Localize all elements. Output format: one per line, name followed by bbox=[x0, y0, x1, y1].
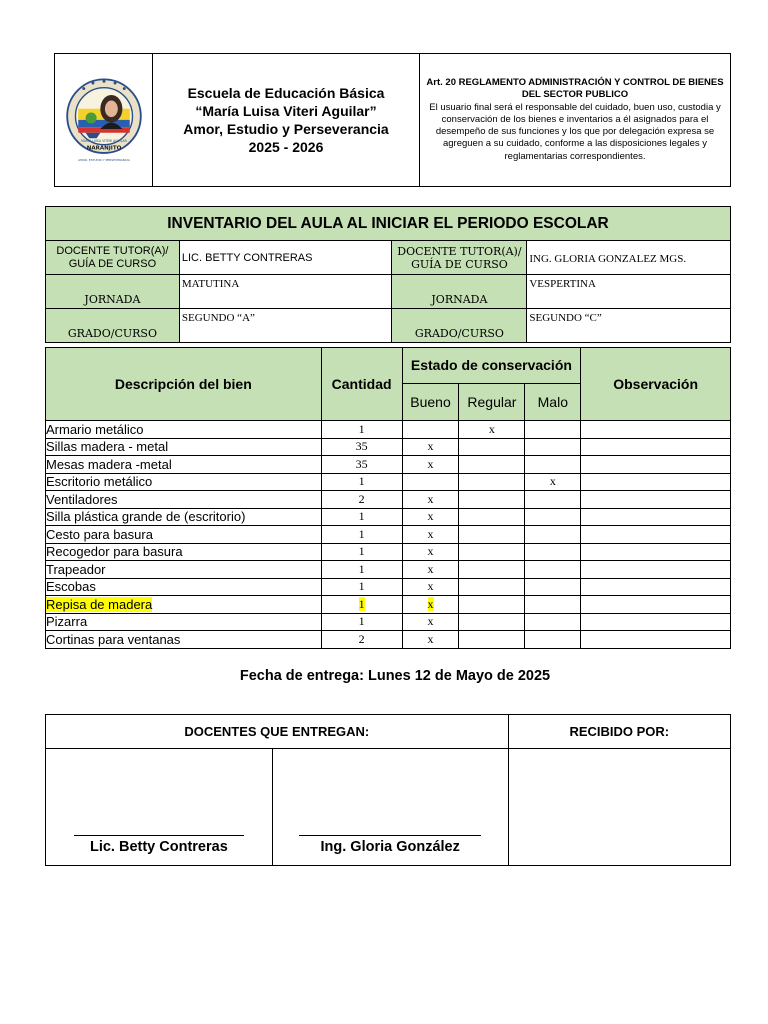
col-header-bueno: Bueno bbox=[402, 384, 459, 421]
item-bueno-mark-text: x bbox=[427, 631, 434, 646]
item-bueno-mark-text: x bbox=[427, 456, 434, 471]
table-row bbox=[46, 543, 731, 561]
docentes-entregan-label: DOCENTES QUE ENTREGAN: bbox=[46, 715, 509, 749]
item-observacion bbox=[581, 596, 731, 614]
signature-cell-recibido bbox=[508, 749, 730, 866]
item-bueno-mark bbox=[402, 631, 459, 649]
item-quantity bbox=[321, 613, 402, 631]
item-observacion bbox=[581, 543, 731, 561]
item-quantity-text: 1 bbox=[358, 561, 365, 576]
item-quantity bbox=[321, 561, 402, 579]
item-malo-mark bbox=[525, 631, 581, 649]
item-malo-mark bbox=[525, 561, 581, 579]
item-quantity bbox=[321, 596, 402, 614]
item-description bbox=[46, 543, 322, 561]
signature-line-2 bbox=[299, 835, 481, 836]
legal-notice-cell bbox=[420, 54, 731, 187]
item-bueno-mark bbox=[402, 526, 459, 544]
item-bueno-mark-text: x bbox=[427, 614, 434, 629]
item-bueno-mark bbox=[402, 456, 459, 474]
signer-name-1: Lic. Betty Contreras bbox=[89, 839, 228, 855]
item-malo-mark bbox=[525, 456, 581, 474]
item-quantity bbox=[321, 421, 402, 439]
item-bueno-mark-text: x bbox=[427, 491, 434, 506]
item-observacion bbox=[581, 526, 731, 544]
signature-cell-2 bbox=[272, 749, 508, 866]
item-regular-mark bbox=[459, 526, 525, 544]
item-observacion bbox=[581, 421, 731, 439]
table-row bbox=[46, 596, 731, 614]
item-regular-mark bbox=[459, 596, 525, 614]
item-description bbox=[46, 613, 322, 631]
grado-left-value: SEGUNDO “A” bbox=[179, 309, 392, 343]
table-row bbox=[46, 508, 731, 526]
item-quantity-text: 1 bbox=[358, 596, 365, 611]
docente-label-left: DOCENTE TUTOR(A)/ GUÍA DE CURSO bbox=[46, 241, 180, 275]
item-bueno-mark bbox=[402, 421, 459, 439]
table-row bbox=[46, 613, 731, 631]
item-observacion bbox=[581, 508, 731, 526]
item-description bbox=[46, 473, 322, 491]
item-observacion bbox=[581, 578, 731, 596]
item-bueno-mark-text: x bbox=[427, 439, 434, 454]
grado-right-value: SEGUNDO “C” bbox=[527, 309, 731, 343]
item-malo-mark bbox=[525, 491, 581, 509]
item-regular-mark bbox=[459, 561, 525, 579]
col-header-observacion: Observación bbox=[581, 348, 731, 421]
logo-top-text: AMOR, ESTUDIO Y PERSEVERANCIA bbox=[77, 157, 130, 162]
item-bueno-mark bbox=[402, 543, 459, 561]
inventory-title: INVENTARIO DEL AULA AL INICIAR EL PERIODO ESCOLAR bbox=[46, 207, 731, 241]
col-header-regular: Regular bbox=[459, 384, 525, 421]
item-observacion bbox=[581, 561, 731, 579]
item-bueno-mark bbox=[402, 578, 459, 596]
item-description-text: Ventiladores bbox=[46, 491, 118, 507]
item-bueno-mark bbox=[402, 438, 459, 456]
signer-name-2: Ing. Gloria González bbox=[320, 839, 460, 855]
table-row bbox=[46, 491, 731, 509]
item-malo-mark bbox=[525, 438, 581, 456]
item-description-text: Pizarra bbox=[46, 614, 88, 630]
item-quantity-text: 1 bbox=[358, 509, 365, 524]
item-bueno-mark bbox=[402, 491, 459, 509]
item-quantity bbox=[321, 473, 402, 491]
item-description-text: Cesto para basura bbox=[46, 526, 153, 542]
item-regular-mark bbox=[459, 491, 525, 509]
item-quantity-text: 1 bbox=[358, 421, 365, 436]
jornada-label-left: JORNADA bbox=[46, 275, 180, 309]
jornada-right-value: VESPERTINA bbox=[527, 275, 731, 309]
item-description-text: Escobas bbox=[46, 579, 96, 595]
inventory-table bbox=[45, 347, 731, 649]
legal-title: Art. 20 REGLAMENTO ADMINISTRACIÓN Y CONTROL DE BIENES DEL SECTOR PUBLICO bbox=[426, 77, 724, 101]
logo-place-text: NARANJITO bbox=[86, 144, 121, 151]
table-row bbox=[46, 631, 731, 649]
jornada-left-value: MATUTINA bbox=[179, 275, 392, 309]
document-header bbox=[54, 53, 731, 187]
item-malo-mark-text: x bbox=[549, 474, 556, 489]
docente-right-value: ING. GLORIA GONZALEZ MGS. bbox=[527, 241, 731, 275]
item-quantity-text: 1 bbox=[358, 474, 365, 489]
item-bueno-mark bbox=[402, 508, 459, 526]
item-malo-mark bbox=[525, 543, 581, 561]
item-quantity-text: 1 bbox=[358, 579, 365, 594]
grado-label-left: GRADO/CURSO bbox=[46, 309, 180, 343]
docente-label-right: DOCENTE TUTOR(A)/ GUÍA DE CURSO bbox=[392, 241, 527, 275]
signature-line-1 bbox=[74, 835, 244, 836]
item-bueno-mark bbox=[402, 561, 459, 579]
item-description-text: Recogedor para basura bbox=[46, 544, 183, 560]
table-row bbox=[46, 456, 731, 474]
school-motto: Amor, Estudio y Perseverancia bbox=[183, 121, 389, 137]
item-quantity-text: 35 bbox=[355, 439, 368, 454]
signature-table bbox=[45, 714, 731, 866]
item-bueno-mark-text: x bbox=[427, 596, 434, 611]
item-quantity-text: 1 bbox=[358, 614, 365, 629]
item-description-text: Trapeador bbox=[46, 561, 106, 577]
item-description bbox=[46, 631, 322, 649]
school-line-2: “María Luisa Viteri Aguilar” bbox=[195, 103, 377, 119]
item-quantity-text: 2 bbox=[358, 491, 365, 506]
item-regular-mark bbox=[459, 578, 525, 596]
item-quantity bbox=[321, 543, 402, 561]
item-observacion bbox=[581, 456, 731, 474]
item-regular-mark bbox=[459, 438, 525, 456]
item-observacion bbox=[581, 631, 731, 649]
item-regular-mark bbox=[459, 473, 525, 491]
item-regular-mark bbox=[459, 543, 525, 561]
item-observacion bbox=[581, 491, 731, 509]
jornada-label-right: JORNADA bbox=[392, 275, 527, 309]
inventory-rows bbox=[46, 421, 731, 649]
delivery-date: Fecha de entrega: Lunes 12 de Mayo de 2025 bbox=[239, 668, 551, 684]
item-regular-mark bbox=[459, 508, 525, 526]
item-regular-mark-text: x bbox=[488, 421, 495, 436]
signature-cell-1 bbox=[46, 749, 273, 866]
item-description bbox=[46, 421, 322, 439]
item-bueno-mark-text: x bbox=[427, 526, 434, 541]
item-description-text: Silla plástica grande de (escritorio) bbox=[46, 509, 246, 525]
table-row bbox=[46, 578, 731, 596]
item-malo-mark bbox=[525, 526, 581, 544]
school-logo-cell bbox=[55, 54, 153, 187]
col-header-estado: Estado de conservación bbox=[402, 348, 581, 384]
item-bueno-mark-text: x bbox=[427, 509, 434, 524]
item-description bbox=[46, 508, 322, 526]
item-malo-mark bbox=[525, 473, 581, 491]
grado-label-right: GRADO/CURSO bbox=[392, 309, 527, 343]
item-description bbox=[46, 526, 322, 544]
item-bueno-mark bbox=[402, 596, 459, 614]
item-quantity-text: 1 bbox=[358, 544, 365, 559]
item-quantity bbox=[321, 456, 402, 474]
item-description bbox=[46, 596, 322, 614]
item-regular-mark bbox=[459, 631, 525, 649]
item-description-text: Mesas madera -metal bbox=[46, 456, 172, 472]
item-quantity bbox=[321, 631, 402, 649]
table-row bbox=[46, 561, 731, 579]
item-description-text: Sillas madera - metal bbox=[46, 439, 169, 455]
col-header-descripcion: Descripción del bien bbox=[46, 348, 322, 421]
item-quantity bbox=[321, 578, 402, 596]
item-description bbox=[46, 456, 322, 474]
legal-body: El usuario final será el responsable del cuidado, buen uso, custodia y conservación de los bienes e inventarios a él asignados para el desempeño de sus funciones y los que por delegación expresa se agreguen a su cuidado, conforme a las disposiciones legales y reglamentarias correspondientes. bbox=[429, 101, 721, 162]
item-observacion bbox=[581, 473, 731, 491]
col-header-malo: Malo bbox=[525, 384, 581, 421]
item-quantity bbox=[321, 438, 402, 456]
docente-left-value: LIC. BETTY CONTRERAS bbox=[179, 241, 392, 275]
item-description bbox=[46, 561, 322, 579]
item-malo-mark bbox=[525, 421, 581, 439]
item-regular-mark bbox=[459, 456, 525, 474]
item-description-text: Repisa de madera bbox=[46, 596, 153, 612]
item-quantity-text: 1 bbox=[358, 526, 365, 541]
item-quantity-text: 35 bbox=[355, 456, 368, 471]
item-bueno-mark-text: x bbox=[427, 579, 434, 594]
item-description-text: Armario metálico bbox=[46, 421, 144, 437]
item-observacion bbox=[581, 613, 731, 631]
table-row bbox=[46, 473, 731, 491]
inventory-info-table bbox=[45, 206, 731, 343]
school-line-1: Escuela de Educación Básica bbox=[187, 85, 385, 101]
item-description-text: Escritorio metálico bbox=[46, 474, 153, 490]
item-quantity bbox=[321, 508, 402, 526]
logo-bottom-text: MARÍA LUISA VITERI AGUILAR bbox=[80, 138, 127, 143]
col-header-cantidad: Cantidad bbox=[321, 348, 402, 421]
item-bueno-mark bbox=[402, 473, 459, 491]
item-regular-mark bbox=[459, 613, 525, 631]
item-malo-mark bbox=[525, 596, 581, 614]
item-quantity bbox=[321, 491, 402, 509]
school-year: 2025 - 2026 bbox=[248, 139, 324, 155]
table-row bbox=[46, 421, 731, 439]
item-description bbox=[46, 491, 322, 509]
item-regular-mark bbox=[459, 421, 525, 439]
item-quantity-text: 2 bbox=[358, 631, 365, 646]
table-row bbox=[46, 438, 731, 456]
recibido-por-label: RECIBIDO POR: bbox=[508, 715, 730, 749]
item-observacion bbox=[581, 438, 731, 456]
table-row bbox=[46, 526, 731, 544]
item-malo-mark bbox=[525, 578, 581, 596]
item-malo-mark bbox=[525, 613, 581, 631]
school-logo bbox=[58, 72, 150, 164]
item-description-text: Cortinas para ventanas bbox=[46, 631, 181, 647]
item-description bbox=[46, 578, 322, 596]
item-bueno-mark bbox=[402, 613, 459, 631]
item-quantity bbox=[321, 526, 402, 544]
item-description bbox=[46, 438, 322, 456]
school-name-cell bbox=[153, 54, 420, 187]
item-malo-mark bbox=[525, 508, 581, 526]
item-bueno-mark-text: x bbox=[427, 544, 434, 559]
item-bueno-mark-text: x bbox=[427, 561, 434, 576]
